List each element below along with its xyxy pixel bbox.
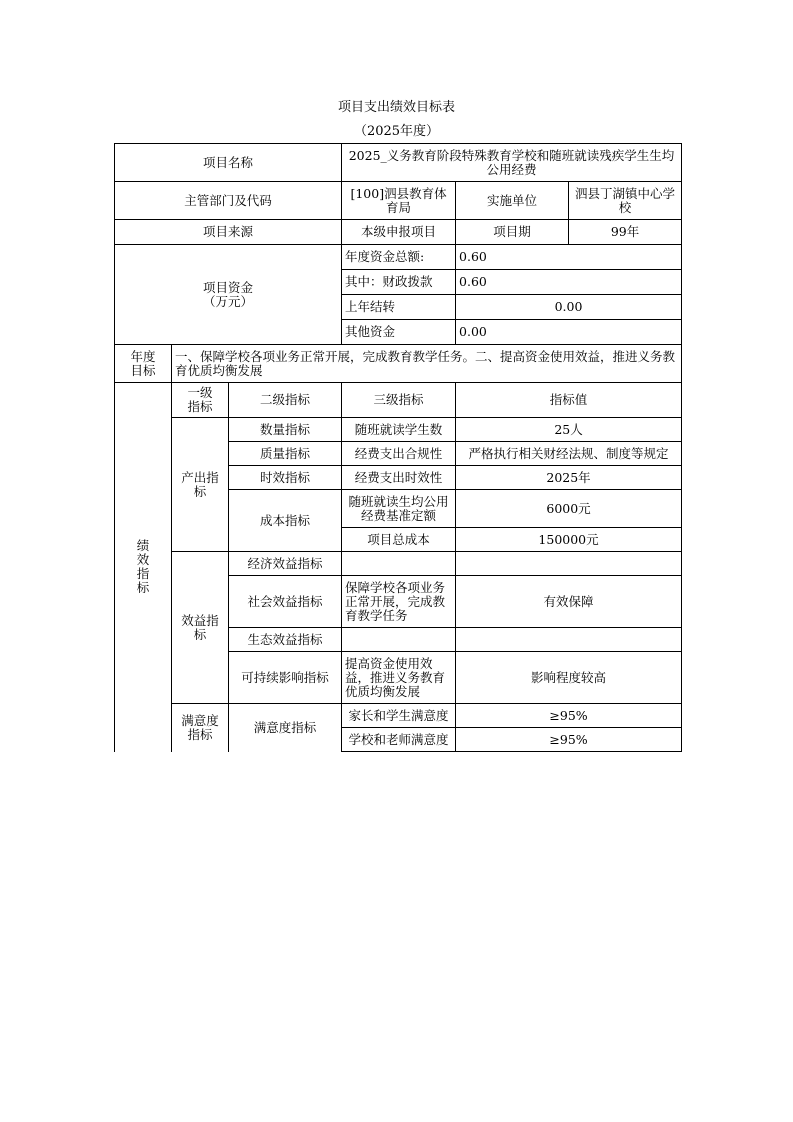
output-indicator-label: 产出指 标 [172,418,229,552]
row-economic [115,552,682,576]
row-indicator-header [115,383,682,418]
performance-indicators-label: 绩 效 指 标 [115,383,172,752]
parents-satisfaction-level3: 家长和学生满意度 [342,704,456,728]
sustainable-level3: 提高资金使用效益，推进义务教育优质均衡发展 [342,652,456,704]
timeliness-indicator-label: 时效指标 [229,466,342,490]
row-satisfaction-parents [115,704,682,728]
economic-value [456,552,682,576]
quantity-value: 25人 [456,418,682,442]
timeliness-level3: 经费支出时效性 [342,466,456,490]
quality-value: 严格执行相关财经法规、制度等规定 [456,442,682,466]
funds-other-label: 其他资金 [342,320,456,345]
cost-baseline-level3: 随班就读生均公用经费基准定额 [342,490,456,528]
quantity-indicator-label: 数量指标 [229,418,342,442]
funds-fiscal-label: 其中：财政拨款 [342,270,456,295]
cost-total-value: 150000元 [456,528,682,552]
cost-baseline-value: 6000元 [456,490,682,528]
project-funds-label: 项目资金 （万元） [115,245,342,345]
funds-total-value: 0.60 [456,245,682,270]
project-name-value: 2025_义务教育阶段特殊教育学校和随班就读残疾学生生均公用经费 [342,144,682,182]
indicator-value-header: 指标值 [456,383,682,418]
satisfaction-level2: 满意度指标 [229,704,342,752]
row-department [115,182,682,220]
teachers-satisfaction-value: ≥95% [456,728,682,752]
timeliness-value: 2025年 [456,466,682,490]
annual-goal-value: 一、保障学校各项业务正常开展，完成教育教学任务。二、提高资金使用效益，推进义务教育优质均衡发展 [172,345,682,383]
social-level3: 保障学校各项业务正常开展，完成教育教学任务 [342,576,456,628]
annual-goal-label: 年度 目标 [115,345,172,383]
sustainable-value: 影响程度较高 [456,652,682,704]
row-source [115,220,682,245]
funds-other-value: 0.00 [456,320,682,345]
ecological-indicator-label: 生态效益指标 [229,628,342,652]
cost-total-level3: 项目总成本 [342,528,456,552]
project-period-value: 99年 [569,220,682,245]
funds-carryover-label: 上年结转 [342,295,456,320]
cost-indicator-label: 成本指标 [229,490,342,552]
project-source-value: 本级申报项目 [342,220,456,245]
project-period-label: 项目期 [456,220,569,245]
implementing-unit-label: 实施单位 [456,182,569,220]
funds-carryover-value: 0.00 [456,295,682,320]
economic-indicator-label: 经济效益指标 [229,552,342,576]
level1-header: 一级 指标 [172,383,229,418]
level2-header: 二级指标 [229,383,342,418]
funds-total-label: 年度资金总额: [342,245,456,270]
social-value: 有效保障 [456,576,682,628]
performance-goal-table [114,143,682,752]
economic-level3 [342,552,456,576]
ecological-level3 [342,628,456,652]
project-name-label: 项目名称 [115,144,342,182]
parents-satisfaction-value: ≥95% [456,704,682,728]
social-indicator-label: 社会效益指标 [229,576,342,628]
row-project-name [115,144,682,182]
quantity-level3: 随班就读学生数 [342,418,456,442]
funds-fiscal-value: 0.60 [456,270,682,295]
page-title: 项目支出绩效目标表 [337,100,455,115]
page-subtitle: （2025年度） [353,124,440,139]
implementing-unit-value: 泗县丁湖镇中心学校 [569,182,682,220]
row-quantity [115,418,682,442]
teachers-satisfaction-level3: 学校和老师满意度 [342,728,456,752]
department-label: 主管部门及代码 [115,182,342,220]
department-value: [100]泗县教育体育局 [342,182,456,220]
satisfaction-indicator-label: 满意度 指标 [172,704,229,752]
benefit-indicator-label: 效益指 标 [172,552,229,704]
row-annual-goal [115,345,682,383]
quality-indicator-label: 质量指标 [229,442,342,466]
row-funds-total [115,245,682,270]
project-source-label: 项目来源 [115,220,342,245]
level3-header: 三级指标 [342,383,456,418]
ecological-value [456,628,682,652]
quality-level3: 经费支出合规性 [342,442,456,466]
sustainable-indicator-label: 可持续影响指标 [229,652,342,704]
